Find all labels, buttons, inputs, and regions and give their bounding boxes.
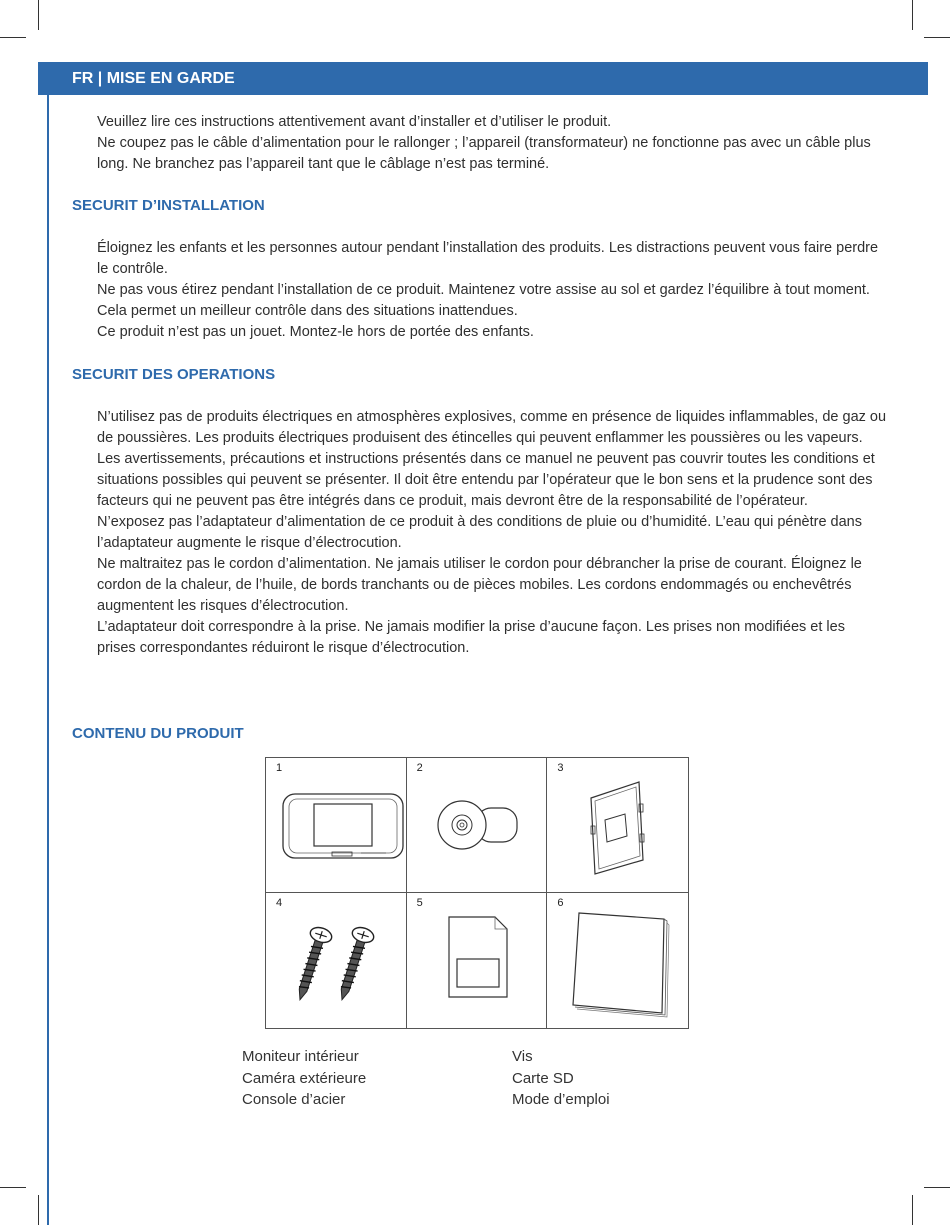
crop-mark xyxy=(0,1187,26,1188)
crop-mark xyxy=(912,0,913,30)
product-cell-camera xyxy=(407,758,548,893)
contents-list-left xyxy=(242,1046,366,1111)
user-manual-icon xyxy=(547,893,688,1028)
item-number: 4 xyxy=(276,897,283,909)
item-number: 6 xyxy=(557,897,564,909)
product-contents-grid xyxy=(265,757,689,1029)
crop-mark xyxy=(924,37,950,38)
product-cell-manual xyxy=(547,893,688,1028)
section-title-operations: SECURIT DES OPERATIONS xyxy=(72,366,276,383)
paragraph: Ne maltraitez pas le cordon d’alimentation. Ne jamais utiliser le cordon pour débrancher la prise de courant. Éloignez le cordon de la chaleur, de l’huile, de bords tranchants ou de pièces mobiles. Les cordons endommagés ou enchevêtrés augmentent les risques d’électrocution. xyxy=(97,556,862,614)
product-cell-screws xyxy=(266,893,407,1028)
item-number: 1 xyxy=(276,762,283,774)
item-number: 2 xyxy=(416,762,423,774)
page-title: FR | MISE EN GARDE xyxy=(72,70,235,87)
crop-mark xyxy=(38,0,39,30)
paragraph: Ne coupez pas le câble d’alimentation pour le rallonger ; l’appareil (transformateur) ne fonctionne pas avec un câble plus long. Ne branchez pas l’appareil tant que le câblage n’est pas terminé. xyxy=(97,135,871,172)
installation-text xyxy=(97,238,887,343)
steel-bracket-icon xyxy=(547,758,688,893)
paragraph: Veuillez lire ces instructions attentivement avant d’installer et d’utiliser le produit. xyxy=(97,114,612,130)
item-number: 3 xyxy=(557,762,564,774)
intro-text xyxy=(97,112,887,175)
list-item: Moniteur intérieur xyxy=(242,1048,359,1065)
operations-text xyxy=(97,407,887,659)
paragraph: N’utilisez pas de produits électriques en atmosphères explosives, comme en présence de liquides inflammables, de gaz ou de poussières. Les produits électriques produisent des étincelles qui peuvent enflammer les poussières ou les vapeurs. xyxy=(97,409,887,446)
crop-mark xyxy=(912,1195,913,1225)
product-cell-bracket xyxy=(547,758,688,893)
contents-list-right xyxy=(512,1046,610,1111)
outdoor-camera-icon xyxy=(407,758,548,893)
paragraph: Les avertissements, précautions et instructions présentés dans ce manuel ne peuvent pas couvrir toutes les conditions et situations possibles qui peuvent se présenter. Il doit être entendu par l’opérateur que le bon sens et la prudence sont des facteurs qui ne peuvent pas être intégrés dans ce produit, mais devront être de la responsabilité de l’opérateur. xyxy=(97,451,875,509)
screws-icon xyxy=(266,893,407,1028)
product-cell-monitor xyxy=(266,758,407,893)
list-item: Vis xyxy=(512,1048,533,1065)
product-cell-sd-card xyxy=(407,893,548,1028)
paragraph: Ne pas vous étirez pendant l’installation de ce produit. Maintenez votre assise au sol et gardez l’équilibre à tout moment. Cela permet un meilleur contrôle dans des situations inattendues. xyxy=(97,282,870,319)
crop-mark xyxy=(924,1187,950,1188)
crop-mark xyxy=(38,1195,39,1225)
sd-card-icon xyxy=(407,893,548,1028)
item-number: 5 xyxy=(416,897,423,909)
list-item: Mode d’emploi xyxy=(512,1091,610,1108)
left-margin-rule xyxy=(47,92,49,1225)
list-item: Console d’acier xyxy=(242,1091,346,1108)
section-title-installation: SECURIT D’INSTALLATION xyxy=(72,197,265,214)
paragraph: L’adaptateur doit correspondre à la prise. Ne jamais modifier la prise d’aucune façon. Les prises non modifiées et les prises correspondantes réduiront le risque d’électrocution. xyxy=(97,619,845,656)
page-header-bar xyxy=(38,62,928,95)
crop-mark xyxy=(0,37,26,38)
paragraph: Éloignez les enfants et les personnes autour pendant l’installation des produits. Les distractions peuvent vous faire perdre le contrôle. xyxy=(97,240,879,277)
list-item: Caméra extérieure xyxy=(242,1069,367,1087)
indoor-monitor-icon xyxy=(266,758,407,893)
paragraph: Ce produit n’est pas un jouet. Montez-le hors de portée des enfants. xyxy=(97,324,534,340)
paragraph: N’exposez pas l’adaptateur d’alimentation de ce produit à des conditions de pluie ou d’humidité. L’eau qui pénètre dans l’adaptateur augmente le risque d’électrocution. xyxy=(97,514,862,551)
list-item: Carte SD xyxy=(512,1069,574,1087)
section-title-contents: CONTENU DU PRODUIT xyxy=(72,725,244,742)
